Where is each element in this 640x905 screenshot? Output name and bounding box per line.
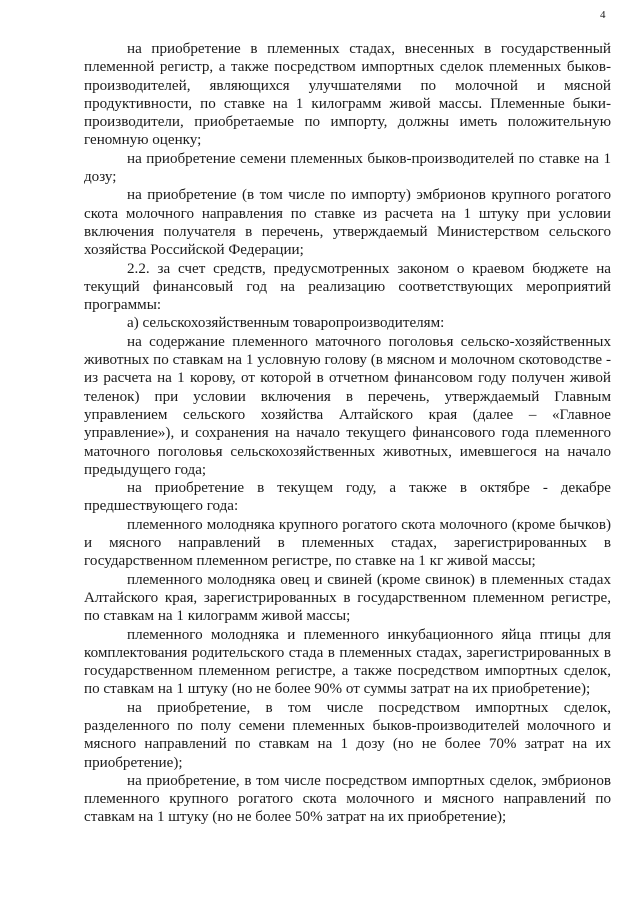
paragraph: на приобретение семени племенных быков-производителей по ставке на 1 дозу; xyxy=(84,150,611,186)
document-body xyxy=(84,40,611,827)
paragraph: на приобретение в племенных стадах, внесенных в государственный племенной регистр, а также посредством импортных сделок племенных быков-производителей, являющихся улучшателями по молочной и мясной продуктивности, по ставке на 1 килограмм живой массы. Племенные быки-производители, приобретаемые по импорту, должны иметь положительную геномную оценку; xyxy=(84,41,611,149)
page-number: 4 xyxy=(600,9,606,21)
paragraph: племенного молодняка и племенного инкубационного яйца птицы для комплектования родительского стада в племенных стадах, зарегистрированных в государственном племенном регистре, а также посредством импортных сделок, по ставкам на 1 штуку (но не более 90% от суммы затрат на их приобретение); xyxy=(84,626,611,698)
paragraph: на содержание племенного маточного поголовья сельско-хозяйственных животных по ставкам на 1 условную голову (в мясном и молочном скотоводстве - из расчета на 1 корову, от которой в отчетном финансовом году получен живой теленок) при условии включения в перечень, утверждаемый Главным управлением сельского хозяйства Алтайского края (далее – «Главное управление»), и сохранения на начало текущего финансового года племенного маточного поголовья сельскохозяйственных животных, имевшегося на начало предыдущего года; xyxy=(84,333,611,478)
paragraph: а) сельскохозяйственным товаропроизводителям: xyxy=(127,315,445,332)
paragraph: 2.2. за счет средств, предусмотренных законом о краевом бюджете на текущий финансовый год на реализацию соответствующих мероприятий программы: xyxy=(84,260,611,314)
paragraph: на приобретение, в том числе посредством импортных сделок, разделенного по полу семени племенных быков-производителей молочного и мясного направлений по ставкам на 1 дозу (но не более 70% затрат на их приобретение); xyxy=(84,699,611,771)
paragraph: на приобретение в текущем году, а также в октябре - декабре предшествующего года: xyxy=(84,480,611,515)
paragraph: на приобретение (в том числе по импорту) эмбрионов крупного рогатого скота молочного направления по ставке из расчета на 1 штуку при условии включения получателя в перечень, утверждаемый Министерством сельского хозяйства Российской Федерации; xyxy=(84,187,611,259)
paragraph: племенного молодняка овец и свиней (кроме свинок) в племенных стадах Алтайского края, зарегистрированных в государственном племенном регистре, по ставкам на 1 килограмм живой массы; xyxy=(84,571,611,625)
paragraph: племенного молодняка крупного рогатого скота молочного (кроме бычков) и мясного направлений в племенных стадах, зарегистрированных в государственном племенном регистре, по ставке на 1 кг живой массы; xyxy=(84,516,611,570)
paragraph: на приобретение, в том числе посредством импортных сделок, эмбрионов племенного крупного рогатого скота молочного и мясного направлений по ставкам на 1 штуку (но не более 50% затрат на их приобретение); xyxy=(84,772,611,826)
